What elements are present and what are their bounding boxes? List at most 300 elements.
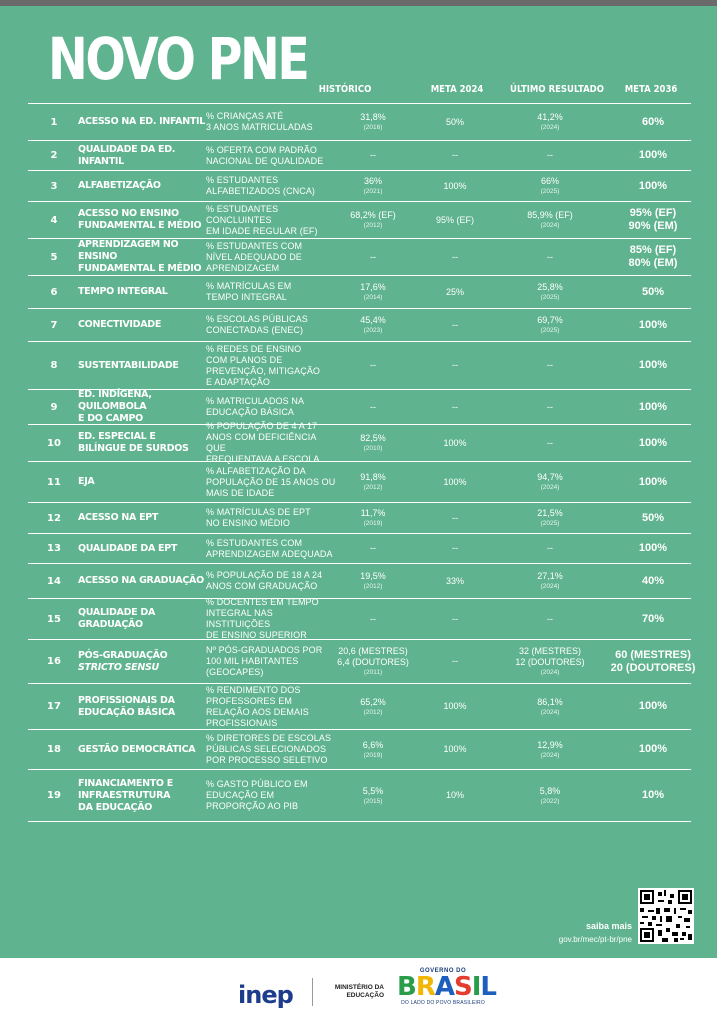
table-row: [28, 770, 691, 822]
historico-value: 6,6%: [362, 739, 384, 750]
ultimo-resultado-value: 27,1%: [537, 571, 563, 581]
goal-name: [78, 309, 208, 341]
goal-name: [78, 425, 208, 461]
goal-name-line: ACESSO NA EPT: [78, 512, 159, 523]
goal-indicator-line: EDUCAÇÃO BÁSICA: [206, 407, 295, 417]
table-row: [28, 276, 691, 309]
meta-2036-value: 60%: [641, 115, 665, 128]
meta-2036-value: 60 (MESTRES): [615, 648, 691, 661]
meta-2024-value: --: [452, 401, 458, 412]
meta-2024-cell: [400, 599, 510, 639]
goal-name-lines: [78, 512, 158, 524]
goal-indicator-line: % MATRÍCULAS DE EPT: [206, 507, 311, 517]
historico-value: --: [370, 543, 376, 553]
historico-year: (2015): [363, 797, 383, 805]
meta-2036-value: 90% (EM): [628, 220, 678, 232]
historico-value: 11,7%: [360, 508, 386, 518]
goal-indicator-line: ALFABETIZADOS (CNCA): [206, 186, 316, 196]
meta-2024-value: 100%: [443, 180, 467, 191]
historico-value: 91,8%: [360, 472, 386, 482]
goal-indicator: [206, 202, 336, 238]
goal-indicator: [206, 462, 336, 502]
goal-indicator-line: % GASTO PÚBLICO EM: [206, 779, 308, 789]
goal-name-line: CONECTIVIDADE: [78, 319, 162, 330]
meta-2024-cell: [400, 141, 510, 170]
meta-2024-value: --: [452, 360, 458, 370]
pne-url[interactable]: gov.br/mec/pt-br/pne: [558, 935, 632, 944]
meta-2024-cell: [400, 425, 510, 461]
goal-name: [78, 730, 208, 769]
goal-indicator-line: APRENDIZAGEM: [206, 262, 280, 273]
historico-year: (2014): [363, 294, 383, 301]
meta-2024-value: --: [452, 613, 458, 624]
historico-year: (2019): [363, 520, 383, 527]
column-header-meta-2036: META 2036: [624, 84, 678, 95]
historico-value: 17,6%: [360, 282, 386, 292]
meta-2036-cell: [593, 202, 713, 238]
goal-indicator-line: CONECTADAS (ENEC): [206, 325, 304, 335]
ultimo-resultado-value: 5,8%: [539, 785, 561, 796]
goal-number: 13: [47, 543, 61, 554]
goal-indicator: [206, 171, 336, 201]
ultimo-resultado-year: (2024): [540, 669, 560, 676]
goal-name-line: GESTÃO DEMOCRÁTICA: [78, 743, 196, 755]
goal-indicator-line: ANOS COM DEFICIÊNCIA QUE: [206, 432, 317, 453]
goal-indicator: [206, 684, 336, 729]
historico-year: (2019): [363, 751, 383, 759]
goal-number: 11: [47, 476, 61, 488]
goal-number: 4: [50, 214, 58, 226]
meta-2036-value: 100%: [638, 475, 668, 488]
table-row: [28, 640, 696, 684]
goal-name: [78, 141, 208, 170]
ultimo-resultado-year: (2024): [540, 583, 560, 590]
meta-2024-cell: [400, 202, 510, 238]
goal-name-line: PÓS-GRADUAÇÃO: [78, 649, 168, 661]
ultimo-resultado-year: (2025): [540, 520, 560, 527]
goal-indicator-line: % ESTUDANTES COM: [206, 240, 303, 251]
goal-indicator-line: % REDES DE ENSINO: [206, 343, 302, 354]
goal-indicator: [206, 276, 336, 308]
goal-indicator-line: % ESTUDANTES: [206, 203, 279, 214]
meta-2036-value: 50%: [641, 511, 665, 524]
goal-indicator-line: % CRIANÇAS ATÉ: [206, 111, 284, 121]
meta-2036-cell: [593, 770, 713, 821]
goal-indicator-line: % DOCENTES EM TEMPO: [206, 597, 319, 607]
table-row: [28, 564, 691, 599]
ultimo-resultado-cell: [495, 640, 605, 683]
goal-indicator-line: EDUCAÇÃO EM: [206, 790, 275, 800]
historico-year: (2012): [363, 708, 383, 716]
goal-indicator-lines: [206, 507, 311, 529]
meta-2036-value: 100%: [638, 743, 668, 755]
meta-2036-cell: [593, 534, 713, 563]
goal-name: [78, 171, 208, 201]
meta-2024-value: 25%: [445, 286, 464, 297]
goal-indicator: [206, 503, 336, 533]
meta-2036-cell: [593, 342, 713, 389]
goal-name-line: QUALIDADE DA ED. INFANTIL: [78, 143, 176, 167]
goal-indicator-line: NO ENSINO MÉDIO: [206, 518, 291, 528]
ultimo-resultado-cell: [495, 534, 605, 563]
meta-2024-value: --: [452, 319, 458, 330]
goal-indicator-line: % MATRICULADOS NA: [206, 396, 305, 406]
ultimo-resultado-year: (2025): [540, 294, 560, 301]
goal-indicator-line: % ESTUDANTES: [206, 175, 279, 185]
goal-name: [78, 564, 208, 598]
meta-2024-cell: [400, 342, 510, 389]
goal-name-line: BILÍNGUE DE SURDOS: [78, 443, 189, 454]
meta-2036-cell: [593, 425, 713, 461]
goal-indicator-line: % MATRÍCULAS EM: [206, 281, 292, 291]
meta-2024-value: 100%: [443, 476, 467, 487]
logo-divider: [312, 978, 313, 1006]
goal-name: [78, 503, 208, 533]
goal-name-line: EDUCAÇÃO BÁSICA: [78, 706, 175, 718]
meta-2036-value: 100%: [638, 359, 668, 371]
goal-name: [78, 342, 208, 389]
historico-value: 68,2% (EF): [350, 210, 396, 220]
goal-indicator: [206, 390, 336, 424]
historico-value: 82,5%: [360, 433, 386, 443]
goal-indicator-line: E ADAPTAÇÃO: [206, 376, 270, 387]
goal-indicator-lines: [206, 779, 308, 812]
goal-indicator: [206, 770, 336, 821]
ultimo-resultado-year: (2024): [540, 484, 560, 491]
goal-number: 15: [47, 613, 61, 625]
meta-2036-value: 100%: [638, 179, 668, 192]
table-row: [28, 503, 691, 534]
goal-name-line: DA EDUCAÇÃO: [78, 801, 153, 813]
table-row: [28, 730, 691, 770]
ultimo-resultado-cell: [495, 684, 605, 729]
historico-value: --: [370, 613, 376, 624]
goal-indicator-line: MAIS DE IDADE: [206, 487, 275, 498]
goal-name-line: E DO CAMPO: [78, 413, 143, 424]
goal-name-line: APRENDIZAGEM NO ENSINO: [78, 239, 179, 262]
goal-indicator-line: PROFESSORES EM: [206, 695, 292, 706]
goal-indicator-line: ANOS COM GRADUAÇÃO: [206, 581, 318, 591]
meta-2024-value: --: [452, 251, 458, 262]
meta-2024-value: --: [452, 656, 458, 666]
ultimo-resultado-cell: [495, 730, 605, 769]
meta-2024-cell: [400, 503, 510, 533]
ultimo-resultado-value: --: [547, 437, 553, 448]
gov-logo-bottom: DO LADO DO POVO BRASILEIRO: [401, 1000, 485, 1006]
meta-2024-value: --: [452, 543, 458, 553]
meta-2036-cell: [593, 171, 713, 201]
goal-indicator: [206, 730, 336, 769]
goal-indicator-line: PÚBLICAS SELECIONADOS: [206, 744, 327, 754]
goal-indicator-line: PROPORÇÃO AO PIB: [206, 801, 299, 811]
meta-2036-cell: [593, 599, 713, 639]
goal-name-lines: [78, 360, 179, 372]
goal-indicator-line: (GEOCAPES): [206, 667, 264, 677]
goal-indicator-line: APRENDIZAGEM ADEQUADA: [206, 548, 333, 559]
goal-name: [78, 202, 208, 238]
goal-indicator-line: INTEGRAL NAS INSTITUIÇÕES: [206, 608, 273, 629]
table-row: [28, 104, 691, 141]
table-row: [28, 462, 691, 503]
meta-2024-value: 10%: [445, 790, 464, 800]
gov-logo-brasil: BRASIL: [397, 972, 496, 1002]
ultimo-resultado-value: 25,8%: [537, 282, 563, 292]
table-row: [28, 599, 691, 640]
historico-value: 5,5%: [362, 785, 384, 796]
goal-name: [78, 770, 208, 821]
goal-number: 14: [47, 575, 61, 587]
goal-name: [78, 640, 208, 683]
ultimo-resultado-cell: [495, 104, 605, 140]
meta-2024-cell: [400, 104, 510, 140]
goal-name-lines: [78, 180, 161, 192]
goal-indicator-line: DE ENSINO SUPERIOR: [206, 630, 307, 640]
goal-indicator-line: FREQUENTAVA A ESCOLA: [206, 454, 320, 464]
meta-2024-value: --: [452, 150, 458, 160]
meta-2036-value: 70%: [641, 612, 665, 625]
meta-2024-value: 100%: [443, 701, 467, 711]
ultimo-resultado-value: 69,7%: [537, 315, 563, 325]
mec-logo-line1: MINISTÉRIO DA: [334, 984, 384, 991]
goal-name-line: SUSTENTABILIDADE: [78, 359, 179, 371]
goal-indicator-lines: [206, 241, 302, 274]
goal-indicator: [206, 599, 336, 639]
goal-indicator: [206, 141, 336, 170]
goal-indicator-lines: [206, 344, 320, 388]
goal-indicator-line: 3 ANOS MATRICULADAS: [206, 122, 313, 132]
goal-name-line: QUALIDADE DA EPT: [78, 542, 178, 554]
goal-name: [78, 599, 208, 639]
ultimo-resultado-value: 86,1%: [537, 696, 563, 707]
goal-indicator-line: % ESCOLAS PÚBLICAS: [206, 314, 308, 324]
meta-2024-cell: [400, 171, 510, 201]
goal-indicator-lines: [206, 111, 313, 133]
meta-2024-cell: [400, 730, 510, 769]
goal-name-line: FUNDAMENTAL E MÉDIO: [78, 220, 202, 231]
goal-indicator: [206, 421, 336, 464]
goal-name-line: ACESSO NO ENSINO: [78, 208, 179, 219]
ultimo-resultado-value: --: [547, 251, 553, 262]
ultimo-resultado-value: --: [547, 401, 553, 412]
goal-name-lines: [78, 116, 205, 128]
goal-name-lines: [78, 607, 208, 631]
goal-indicator-line: % ALFABETIZAÇÃO DA: [206, 465, 306, 476]
goal-indicator-line: NÍVEL ADEQUADO DE: [206, 251, 302, 262]
goal-name-lines: [78, 389, 208, 425]
goal-indicator-lines: [206, 396, 304, 418]
meta-2036-cell: [593, 503, 713, 533]
page-title: NOVO PNE: [48, 25, 308, 93]
meta-2024-cell: [400, 462, 510, 502]
meta-2024-value: 95% (EF): [435, 214, 474, 225]
meta-2036-value: 85% (EF): [629, 244, 677, 256]
goal-number: 6: [50, 286, 58, 298]
meta-2036-value: 100%: [638, 318, 668, 331]
goal-indicator-line: % DIRETORES DE ESCOLAS: [206, 733, 332, 743]
goal-indicator-lines: [206, 314, 308, 336]
goal-indicator: [206, 564, 336, 598]
historico-year: (2011): [363, 669, 383, 676]
ultimo-resultado-year: (2024): [540, 222, 560, 229]
goal-indicator-lines: [206, 597, 336, 641]
meta-2024-cell: [400, 640, 510, 683]
historico-value: 36%: [363, 176, 382, 186]
table-row: [28, 534, 691, 564]
meta-2036-cell: [593, 141, 713, 170]
meta-2024-cell: [400, 534, 510, 563]
table-row: [28, 309, 691, 342]
historico-value: 19,5%: [360, 571, 386, 581]
meta-2036-cell: [593, 564, 713, 598]
goal-name-lines: [78, 575, 204, 587]
column-header-meta-2024: META 2024: [430, 84, 484, 95]
table-row: [28, 141, 691, 171]
meta-2024-value: 100%: [443, 744, 467, 754]
historico-value: --: [370, 150, 376, 160]
ultimo-resultado-cell: [495, 462, 605, 502]
goal-indicator-line: NACIONAL DE QUALIDADE: [206, 155, 324, 166]
historico-value: 6,4 (DOUTORES): [337, 657, 409, 667]
goal-indicator-lines: [206, 538, 333, 560]
meta-2036-value: 95% (EF): [629, 207, 677, 219]
meta-2036-cell: [593, 309, 713, 341]
goal-name-lines: [78, 208, 201, 232]
goal-name-lines: [78, 476, 94, 488]
goal-indicator-line: % RENDIMENTO DOS: [206, 684, 301, 695]
goal-indicator-lines: [206, 466, 335, 499]
ultimo-resultado-year: (2024): [540, 751, 560, 759]
goal-name-line: ACESSO NA ED. INFANTIL: [78, 116, 206, 127]
ultimo-resultado-value: 21,5%: [537, 508, 563, 518]
ultimo-resultado-value: --: [547, 150, 553, 160]
ultimo-resultado-year: (2025): [540, 188, 560, 195]
meta-2024-cell: [400, 390, 510, 424]
goal-number: 8: [50, 360, 58, 371]
ultimo-resultado-year: (2024): [540, 708, 560, 716]
qr-code-icon[interactable]: [638, 888, 694, 944]
goal-indicator: [206, 342, 336, 389]
ultimo-resultado-year: (2025): [540, 327, 560, 334]
historico-year: (2012): [363, 583, 383, 590]
goal-name-lines: [78, 650, 167, 674]
goal-name-lines: [78, 431, 189, 455]
goal-name-line: ED. INDÍGENA, QUILOMBOLA: [78, 389, 152, 412]
ultimo-resultado-cell: [495, 309, 605, 341]
historico-value: --: [370, 401, 376, 412]
mec-logo: [322, 984, 384, 1000]
historico-year: (2021): [363, 188, 383, 195]
goal-indicator-lines: [206, 281, 291, 303]
goal-indicator-line: % POPULAÇÃO DE 18 A 24: [206, 570, 323, 580]
goal-indicator-lines: [206, 645, 322, 678]
saiba-mais-label: saiba mais: [585, 921, 632, 931]
meta-2024-cell: [400, 564, 510, 598]
goal-indicator-lines: [206, 570, 322, 592]
meta-2036-value: 100%: [638, 542, 668, 554]
ultimo-resultado-cell: [495, 770, 605, 821]
meta-2036-value: 10%: [641, 789, 665, 801]
ultimo-resultado-value: 94,7%: [537, 472, 563, 482]
meta-2036-cell: [593, 684, 713, 729]
meta-2036-cell: [593, 730, 713, 769]
historico-year: (2012): [363, 484, 383, 491]
goal-indicator-lines: [206, 733, 331, 766]
ultimo-resultado-cell: [495, 171, 605, 201]
goal-name-lines: [78, 543, 177, 555]
meta-2036-value: 100%: [638, 436, 668, 449]
goal-name-lines: [78, 695, 175, 719]
table-row: [28, 239, 691, 276]
goal-name: [78, 684, 208, 729]
goal-number: 19: [47, 790, 61, 801]
goal-indicator: [206, 309, 336, 341]
historico-year: (2010): [363, 445, 383, 452]
goal-number: 10: [47, 437, 61, 449]
historico-value: --: [370, 251, 376, 262]
meta-2024-cell: [400, 309, 510, 341]
goal-number: 7: [50, 319, 58, 331]
goal-name-line: FINANCIAMENTO E: [78, 777, 173, 789]
goal-name-line: INFRAESTRUTURA: [78, 789, 171, 801]
ultimo-resultado-value: 85,9% (EF): [527, 210, 573, 220]
meta-2036-value: 20 (DOUTORES): [610, 661, 696, 674]
goal-indicator-line: % POPULAÇÃO DE 4 A 17: [206, 421, 318, 431]
goal-indicator-line: 100 MIL HABITANTES: [206, 656, 299, 666]
meta-2036-cell: [593, 390, 713, 424]
meta-2036-value: 100%: [638, 149, 668, 161]
historico-year: (2012): [363, 222, 383, 229]
ultimo-resultado-cell: [495, 425, 605, 461]
meta-2024-value: 33%: [445, 575, 464, 586]
goal-indicator: [206, 104, 336, 140]
ultimo-resultado-cell: [495, 564, 605, 598]
goal-name-lines: [78, 319, 161, 331]
historico-value: --: [370, 360, 376, 370]
goals-table: [28, 103, 696, 822]
ultimo-resultado-value: --: [547, 360, 553, 370]
table-row: [28, 171, 691, 202]
goal-number: 3: [50, 180, 58, 192]
table-row: [28, 421, 691, 464]
goal-name-line: QUALIDADE DA GRADUAÇÃO: [78, 607, 155, 630]
goal-name-line: TEMPO INTEGRAL: [78, 286, 168, 297]
historico-value: 45,4%: [360, 315, 386, 325]
goal-number: 2: [50, 150, 58, 161]
ultimo-resultado-value: 12 (DOUTORES): [515, 657, 585, 667]
goal-name-line: FUNDAMENTAL E MÉDIO: [78, 263, 202, 274]
ultimo-resultado-cell: [495, 276, 605, 308]
meta-2036-value: 40%: [641, 574, 665, 587]
table-row: [28, 684, 691, 730]
goal-name-lines: [78, 144, 208, 168]
goal-number: 18: [47, 744, 61, 755]
goal-indicator-line: PREVENÇÃO, MITIGAÇÃO: [206, 365, 321, 376]
meta-2036-value: 50%: [641, 285, 665, 298]
goal-number: 16: [47, 656, 61, 667]
ultimo-resultado-cell: [495, 239, 605, 275]
goal-name-line: EJA: [78, 476, 95, 487]
goal-indicator-line: COM PLANOS DE: [206, 354, 283, 365]
historico-value: 65,2%: [360, 696, 386, 707]
column-header-ultimo-resultado: ÚLTIMO RESULTADO: [510, 84, 604, 95]
governo-brasil-logo: [397, 968, 496, 1006]
goal-indicator-line: PROFISSIONAIS: [206, 717, 278, 728]
mec-logo-line2: EDUCAÇÃO: [346, 992, 384, 999]
ultimo-resultado-cell: [495, 390, 605, 424]
goal-name-lines: [78, 239, 208, 275]
goal-indicator-lines: [206, 175, 315, 197]
meta-2036-cell: [593, 104, 713, 140]
